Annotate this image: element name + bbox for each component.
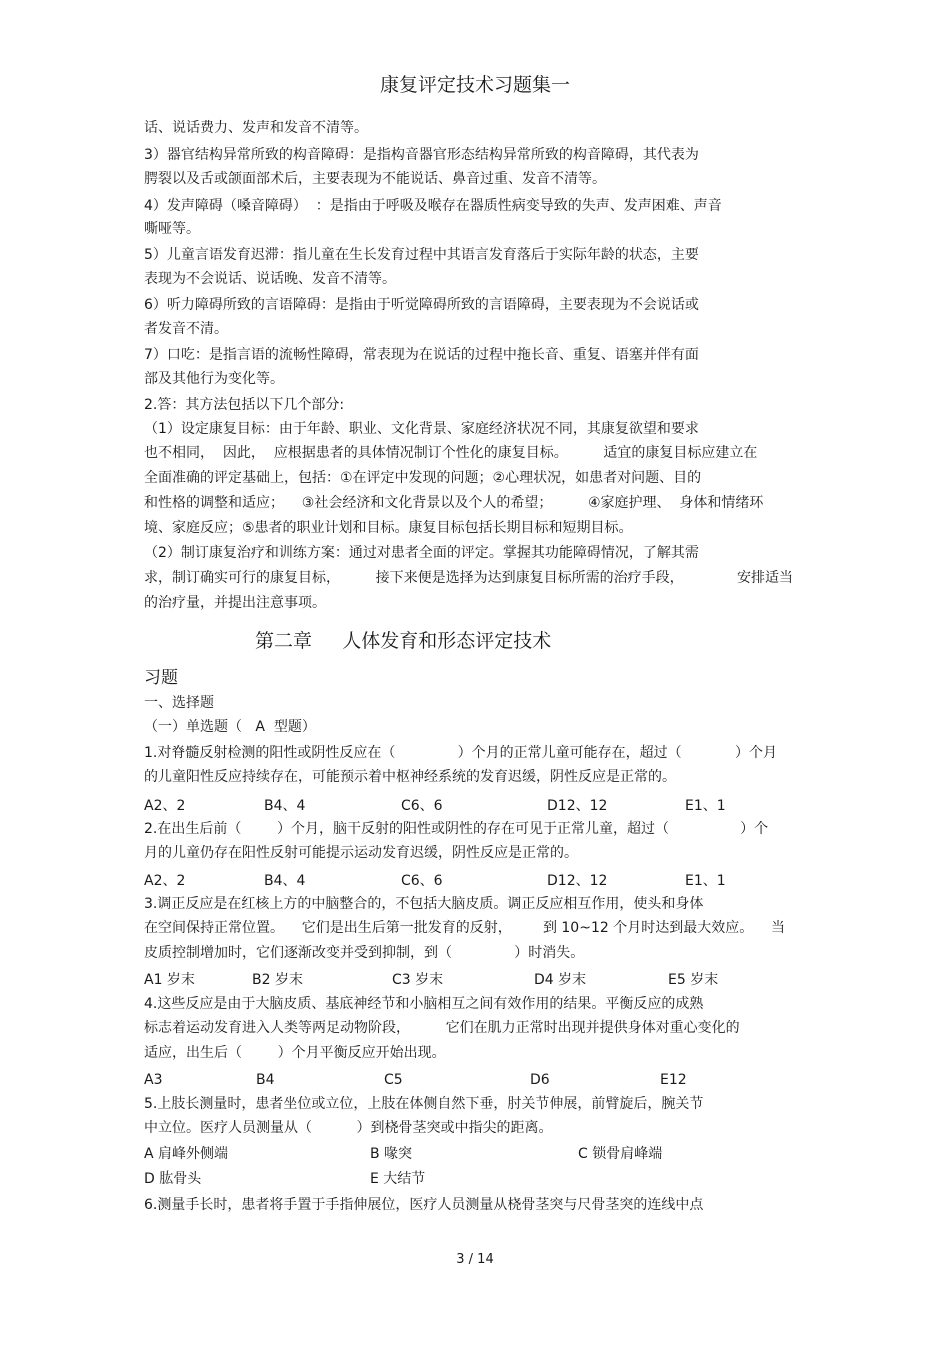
text-line: （2）制订康复治疗和训练方案：通过对患者全面的评定。掌握其功能障碍情况，了解其需	[144, 545, 699, 561]
section-title: 习题	[144, 668, 178, 688]
option-b: B4、4	[264, 798, 306, 814]
option-e: E1、1	[685, 873, 726, 889]
text-line: 境、家庭反应；⑤患者的职业计划和目标。康复目标包括长期目标和短期目标。	[144, 520, 633, 536]
text-line: 5）儿童言语发育迟滞：指儿童在生长发育过程中其语言发育落后于实际年龄的状态，主要	[144, 247, 699, 263]
option-d: D 肱骨头	[144, 1171, 202, 1187]
question-line: 在空间保持正常位置。 它们是出生后第一批发育的反射， 到 10~12 个月时达到最大效应。 当	[144, 920, 786, 936]
option-c: C6、6	[401, 798, 443, 814]
text-line: 求，制订确实可行的康复目标， 接下来便是选择为达到康复目标所需的治疗手段， 安排适当	[144, 570, 794, 586]
section-subtitle: 一、选择题	[144, 695, 214, 711]
text-line: （1）设定康复目标：由于年龄、职业、文化背景、家庭经济状况不同，其康复欲望和要求	[144, 421, 699, 437]
text-line: 全面准确的评定基础上，包括：①在评定中发现的问题；②心理状况，如患者对问题、目的	[144, 470, 702, 486]
question-line: 月的儿童仍存在阳性反射可能提示运动发育迟缓，阴性反应是正常的。	[144, 845, 578, 861]
option-a: A2、2	[144, 873, 186, 889]
option-b: B4、4	[264, 873, 306, 889]
text-line: 嘶哑等。	[144, 221, 200, 237]
option-e: E 大结节	[370, 1171, 426, 1187]
option-a: A3	[144, 1072, 163, 1088]
question-line: 5.上肢长测量时，患者坐位或立位，上肢在体侧自然下垂，肘关节伸展，前臂旋后，腕关节	[144, 1096, 704, 1112]
option-d: D12、12	[547, 873, 608, 889]
question-line: 皮质控制增加时，它们逐渐改变并受到抑制，到（ ）时消失。	[144, 945, 585, 961]
option-e: E12	[660, 1072, 687, 1088]
text-line: 2.答：其方法包括以下几个部分:	[144, 397, 345, 413]
text-line: 也不相同， 因此， 应根据患者的具体情况制订个性化的康复目标。 适宜的康复目标应建立在	[144, 445, 758, 461]
text-line: 7）口吃：是指言语的流畅性障碍，常表现为在说话的过程中拖长音、重复、语塞并伴有面	[144, 347, 699, 363]
option-d: D4 岁末	[534, 972, 587, 988]
option-b: B4	[256, 1072, 275, 1088]
option-e: E5 岁末	[668, 972, 719, 988]
text-line: 4）发声障碍（嗓音障碍） ：是指由于呼吸及喉存在器质性病变导致的失声、发声困难、声音	[144, 198, 722, 214]
text-line: 3）器官结构异常所致的构音障碍：是指构音器官形态结构异常所致的构音障碍，其代表为	[144, 147, 699, 163]
question-line: 3.调正反应是在红核上方的中脑整合的，不包括大脑皮质。调正反应相互作用，使头和身体	[144, 896, 704, 912]
document-header-title: 康复评定技术习题集一	[379, 74, 570, 96]
option-a: A1 岁末	[144, 972, 195, 988]
question-line: 中立位。医疗人员测量从（ ）到桡骨茎突或中指尖的距离。	[144, 1120, 553, 1136]
option-a: A2、2	[144, 798, 186, 814]
question-line: 6.测量手长时，患者将手置于手指伸展位，医疗人员测量从桡骨茎突与尺骨茎突的连线中点	[144, 1197, 704, 1213]
option-c: C 锁骨肩峰端	[578, 1146, 663, 1162]
option-d: D6	[530, 1072, 550, 1088]
text-line: 腭裂以及舌或颌面部术后，主要表现为不能说话、鼻音过重、发音不清等。	[144, 171, 606, 187]
text-line: 6）听力障碍所致的言语障碍：是指由于听觉障碍所致的言语障碍，主要表现为不会说话或	[144, 297, 699, 313]
text-line: 者发音不清。	[144, 321, 228, 337]
question-type-heading: （一）单选题（ A 型题）	[144, 719, 316, 735]
question-line: 的儿童阳性反应持续存在，可能预示着中枢神经系统的发育迟缓，阴性反应是正常的。	[144, 769, 676, 785]
question-line: 适应，出生后（ ）个月平衡反应开始出现。	[144, 1045, 446, 1061]
question-line: 2.在出生后前（ ）个月，脑干反射的阳性或阴性的存在可见于正常儿童，超过（ ）个	[144, 821, 769, 837]
option-c: C6、6	[401, 873, 443, 889]
option-a: A 肩峰外侧端	[144, 1146, 229, 1162]
question-line: 4.这些反应是由于大脑皮质、基底神经节和小脑相互之间有效作用的结果。平衡反应的成熟	[144, 996, 704, 1012]
option-e: E1、1	[685, 798, 726, 814]
option-c: C5	[384, 1072, 403, 1088]
text-line: 的治疗量，并提出注意事项。	[144, 595, 326, 611]
text-line: 和性格的调整和适应； ③社会经济和文化背景以及个人的希望； ④家庭护理、 身体和情绪环	[144, 495, 764, 511]
question-line: 标志着运动发育进入人类等两足动物阶段， 它们在肌力正常时出现并提供身体对重心变化的	[144, 1020, 740, 1036]
text-line: 部及其他行为变化等。	[144, 371, 284, 387]
text-line: 表现为不会说话、说话晚、发音不清等。	[144, 271, 396, 287]
text-line: 话、说话费力、发声和发音不清等。	[144, 120, 368, 136]
option-b: B 喙突	[370, 1146, 413, 1162]
page-number: 3 / 14	[456, 1252, 494, 1267]
option-b: B2 岁末	[252, 972, 303, 988]
option-c: C3 岁末	[392, 972, 444, 988]
chapter-title: 第二章 人体发育和形态评定技术	[255, 630, 552, 652]
option-d: D12、12	[547, 798, 608, 814]
question-line: 1.对脊髓反射检测的阳性或阴性反应在（ ）个月的正常儿童可能存在，超过（ ）个月	[144, 745, 778, 761]
